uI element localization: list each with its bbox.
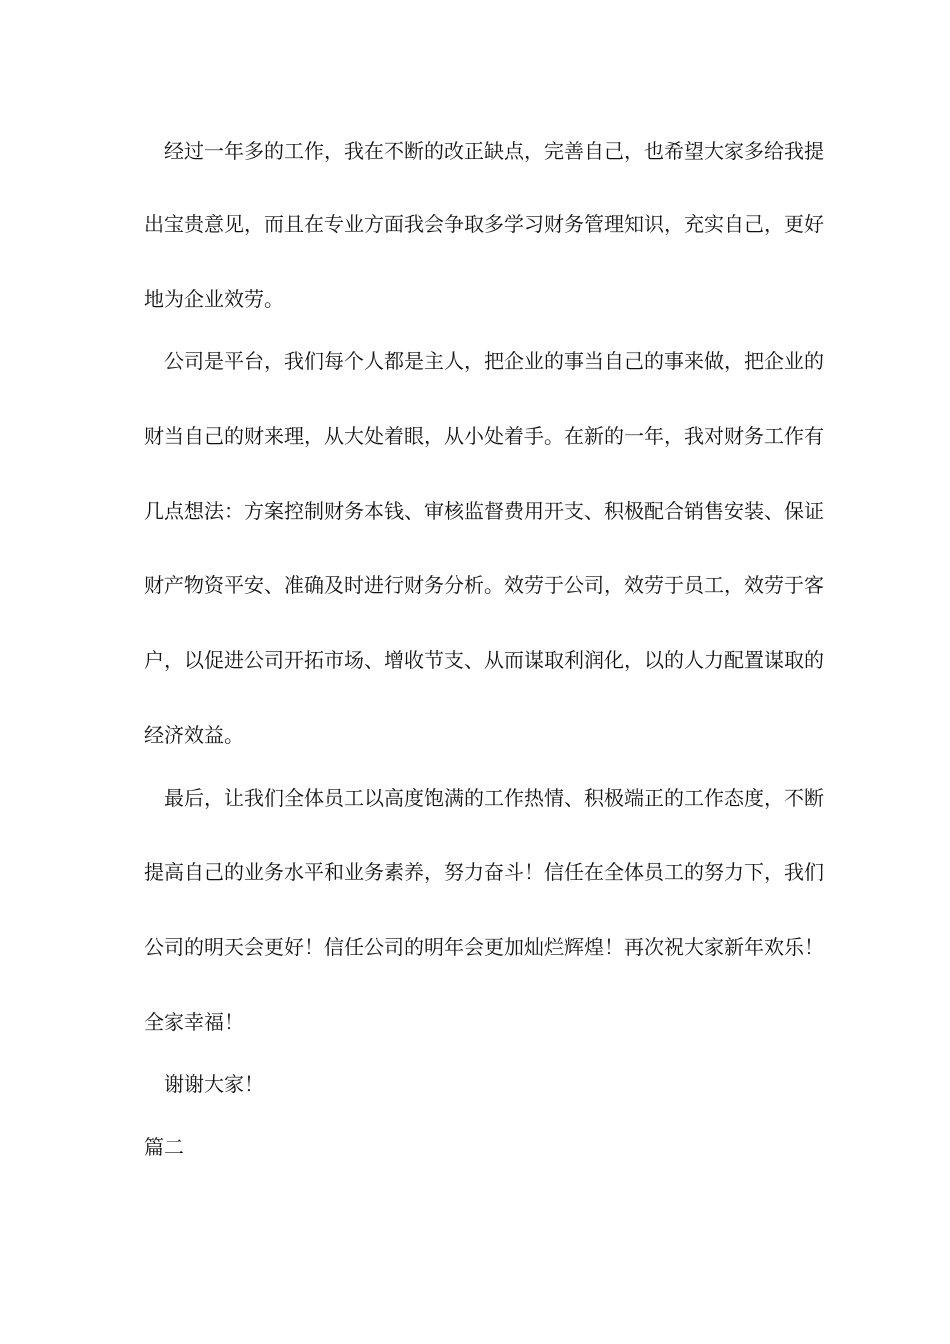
paragraph-3-line-4: 全家幸福！: [144, 1010, 244, 1034]
paragraph-3-line-2: 提高自己的业务水平和业务素养，努力奋斗！信任在全体员工的努力下，我们: [144, 860, 824, 884]
closing-line: 谢谢大家！: [164, 1072, 264, 1096]
paragraph-2-line-5: 户，以促进公司开拓市场、增收节支、从而谋取利润化，以的人力配置谋取的: [144, 648, 824, 672]
paragraph-3-line-1: 最后，让我们全体员工以高度饱满的工作热情、积极端正的工作态度，不断: [164, 786, 824, 810]
paragraph-1-line-2: 出宝贵意见，而且在专业方面我会争取多学习财务管理知识，充实自己，更好: [144, 212, 824, 236]
paragraph-1-line-1: 经过一年多的工作，我在不断的改正缺点，完善自己，也希望大家多给我提: [164, 139, 824, 163]
paragraph-2-line-3: 几点想法：方案控制财务本钱、审核监督费用开支、积极配合销售安装、保证: [144, 499, 824, 523]
paragraph-2-line-4: 财产物资平安、准确及时进行财务分析。效劳于公司，效劳于员工，效劳于客: [144, 573, 824, 597]
paragraph-2-line-1: 公司是平台，我们每个人都是主人，把企业的事当自己的事来做，把企业的: [164, 349, 824, 373]
section-heading: 篇二: [144, 1135, 184, 1159]
paragraph-2-line-2: 财当自己的财来理，从大处着眼，从小处着手。在新的一年，我对财务工作有: [144, 424, 824, 448]
paragraph-1-line-3: 地为企业效劳。: [144, 287, 284, 311]
paragraph-3-line-3: 公司的明天会更好！信任公司的明年会更加灿烂辉煌！再次祝大家新年欢乐！: [144, 935, 824, 959]
paragraph-2-line-6: 经济效益。: [144, 723, 244, 747]
